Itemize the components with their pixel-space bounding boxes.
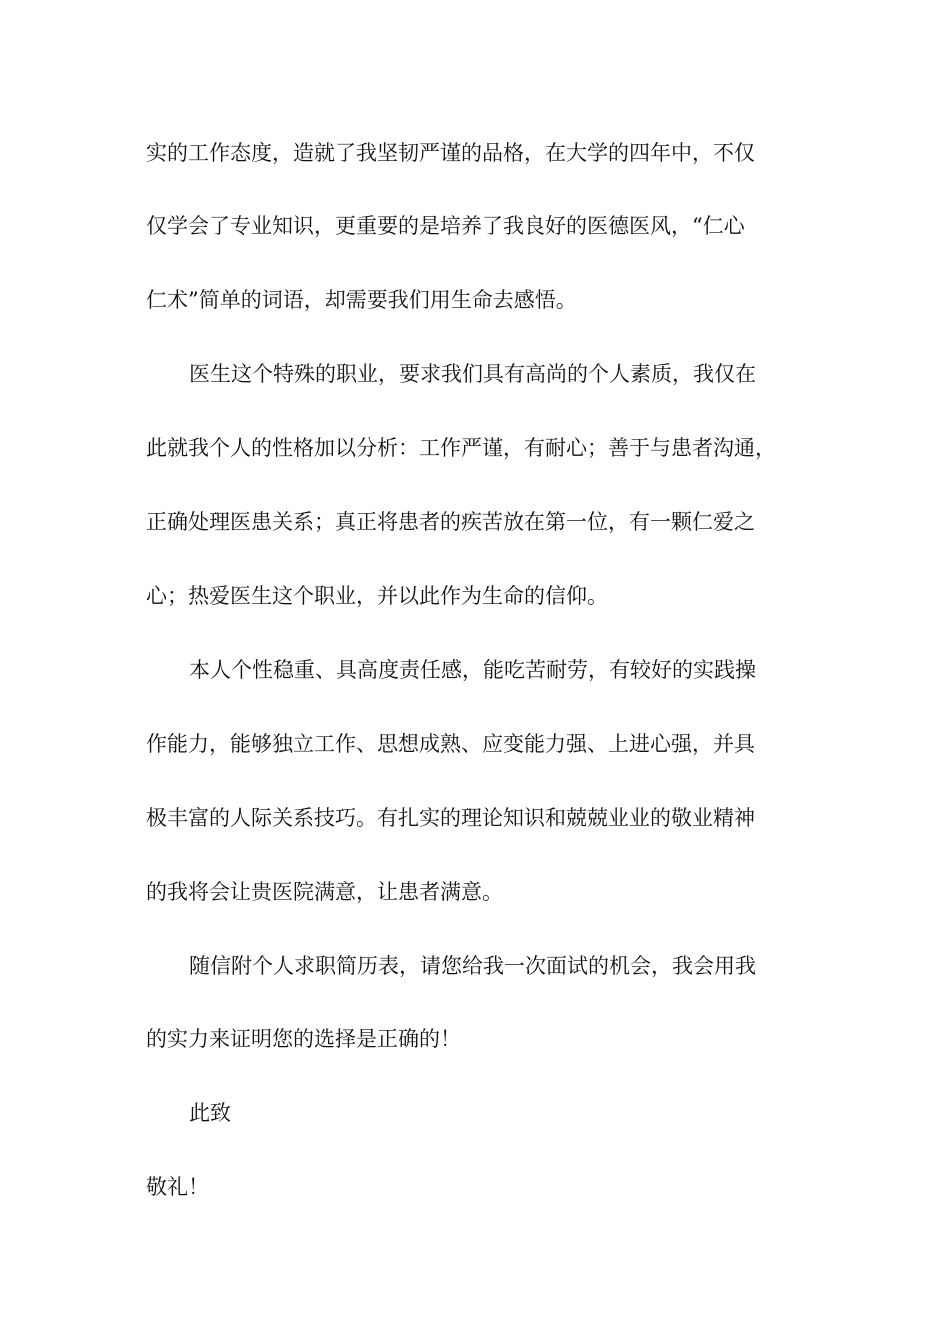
paragraph-line: 的实力来证明您的选择是正确的！ — [146, 1027, 461, 1051]
paragraph-line: 作能力，能够独立工作、思想成熟、应变能力强、上进心强，并具 — [146, 732, 755, 756]
paragraph-line: 本人个性稳重、具高度责任感，能吃苦耐劳，有较好的实践操 — [189, 658, 756, 682]
paragraph-line: 此就我个人的性格加以分析：工作严谨，有耐心；善于与患者沟通， — [146, 436, 776, 460]
paragraph-line: 实的工作态度，造就了我坚韧严谨的品格，在大学的四年中，不仅 — [146, 141, 755, 165]
paragraph-line: 正确处理医患关系；真正将患者的疾苦放在第一位，有一颗仁爱之 — [146, 510, 755, 534]
closing-salutation: 此致 — [189, 1101, 231, 1125]
paragraph-line: 心；热爱医生这个职业，并以此作为生命的信仰。 — [146, 584, 608, 608]
paragraph-line: 极丰富的人际关系技巧。有扎实的理论知识和兢兢业业的敬业精神 — [146, 806, 755, 830]
paragraph-line: 医生这个特殊的职业，要求我们具有高尚的个人素质，我仅在 — [189, 362, 756, 386]
closing-regards: 敬礼！ — [146, 1175, 209, 1199]
paragraph-line: 的我将会让贵医院满意，让患者满意。 — [146, 880, 503, 904]
paragraph-line: 随信附个人求职简历表，请您给我一次面试的机会，我会用我 — [189, 954, 756, 978]
paragraph-line: 仅学会了专业知识，更重要的是培养了我良好的医德医风，“仁心 — [146, 214, 745, 238]
paragraph-line: 仁术”简单的词语，却需要我们用生命去感悟。 — [146, 288, 577, 312]
